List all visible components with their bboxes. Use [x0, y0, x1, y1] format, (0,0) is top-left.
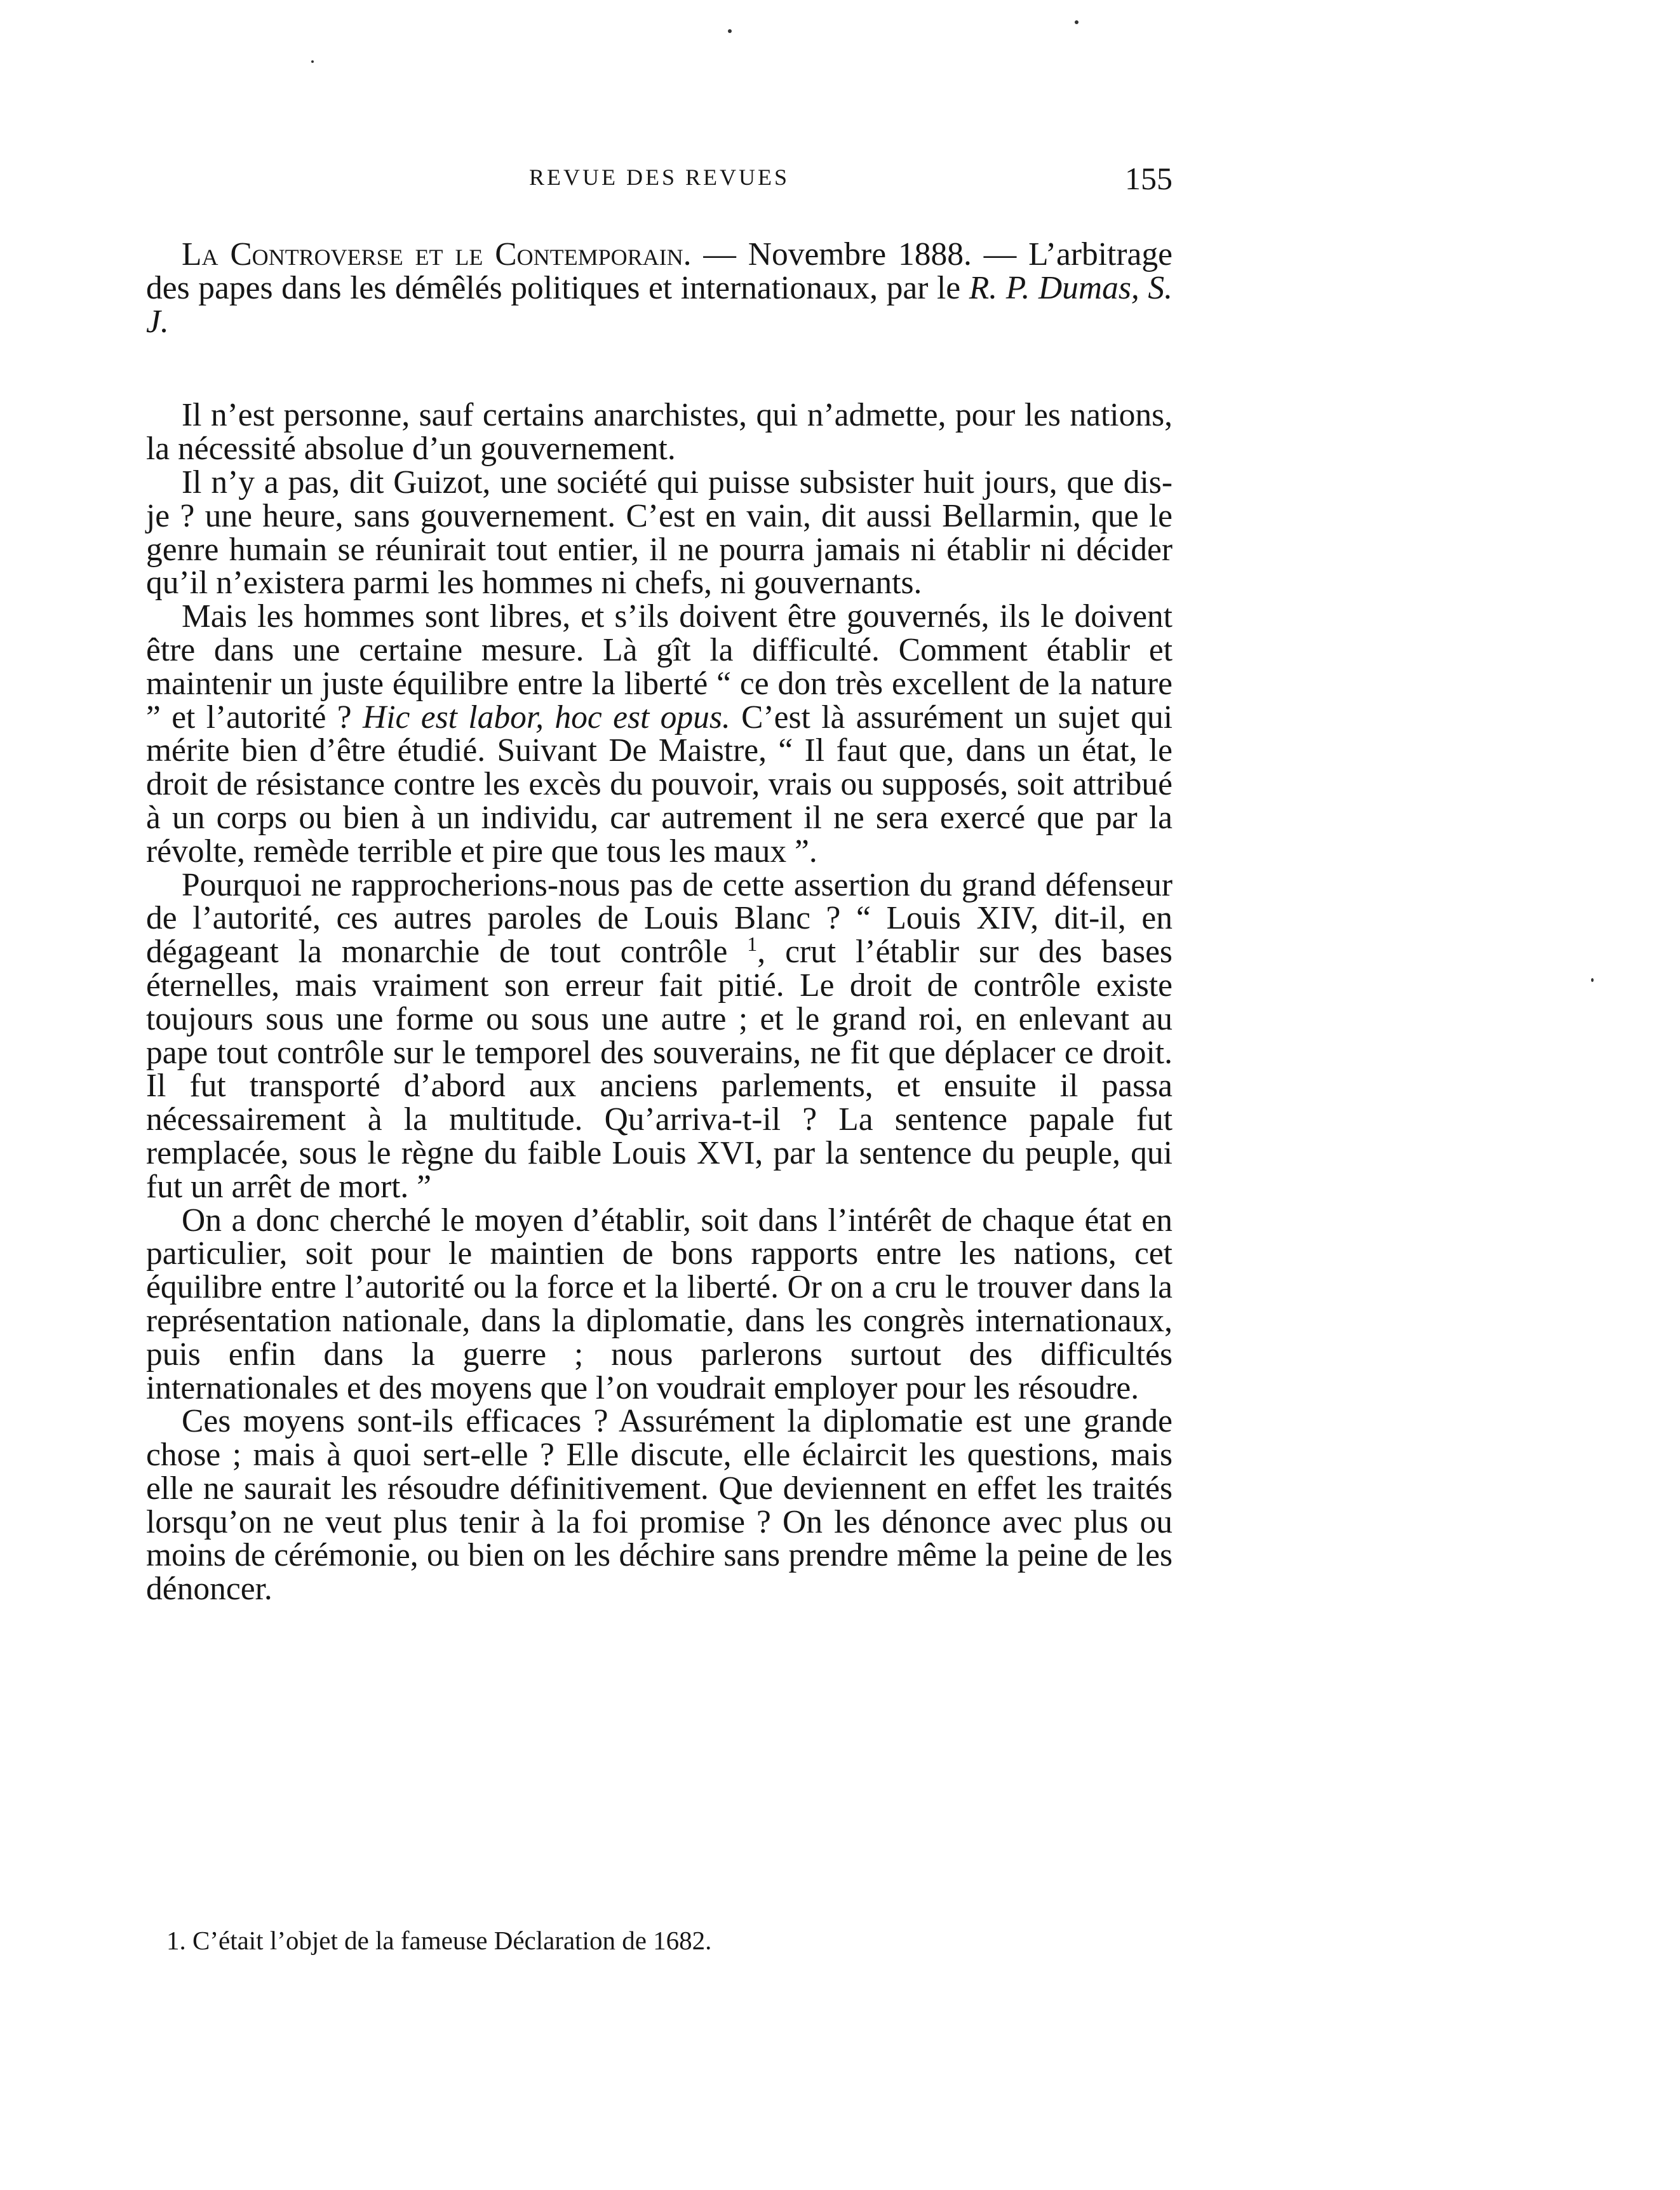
footnote-text: C’était l’objet de la fameuse Déclaration de 1682.	[185, 1926, 712, 1955]
paragraph: On a donc cherché le moyen d’établir, soit dans l’intérêt de chaque état en particulier, soit pour le maintien de bons rapports entre les nations, cet équilibre entre l’autorité ou la force et la liberté. Or on a cru le trouver dans la représentation nationale, dans la diplomatie, dans les congrès internationaux, puis enfin dans la guerre ; nous parlerons surtout des difficultés internationales et des moyens que l’on voudrait employer pour les résoudre.	[146, 1202, 1173, 1406]
scan-speck	[728, 29, 732, 33]
footnote-mark: 1	[747, 932, 758, 955]
journal-title: La Controverse et le Contemporain.	[182, 236, 692, 272]
scan-speck	[311, 60, 314, 63]
footnote-number: 1.	[166, 1926, 186, 1955]
paragraph: Ces moyens sont-ils efficaces ? Assurément la diplomatie est une grande chose ; mais à quoi sert-elle ? Elle discute, elle éclaircit les questions, mais elle ne saurait les résoudre définitivement. Que deviennent en effet les traités lorsqu’on ne veut plus tenir à la foi promise ? On les dénonce avec plus ou moins de cérémonie, ou bien on les déchire sans prendre même la peine de les dénoncer.	[146, 1403, 1173, 1608]
paragraph-text: Pourquoi ne rapprocherions-nous pas de cette assertion du grand défenseur de l’autorité, ces autres paroles de Louis Blanc ? “ Louis XIV, dit-il, en dégageant la monarchie de tout contrôle	[146, 866, 1173, 971]
article-title: L’arbitrage des papes dans les démêlés politiques et internationaux, par le	[146, 236, 1173, 306]
running-head	[146, 160, 1173, 198]
paragraph: Il n’est personne, sauf certains anarchistes, qui n’admette, pour les nations, la nécessité absolue d’un gouvernement.	[146, 397, 1173, 467]
page-number: 155	[1125, 161, 1173, 196]
footnote	[166, 1925, 1173, 1956]
scan-speck	[1591, 978, 1594, 982]
article-body	[146, 238, 1173, 1606]
paragraph	[146, 600, 1173, 868]
paragraph-text: Mais les hommes sont libres, et s’ils doivent être gouvernés, ils le doivent être dans une certaine mesure. Là gît la difficulté. Comment établir et maintenir un juste équilibre entre la liberté “ ce don très excellent de la nature ” et l’autorité ?	[146, 598, 1173, 736]
running-title: REVUE DES REVUES	[528, 165, 790, 190]
issue-date: — Novembre 1888. —	[691, 236, 1029, 272]
article-author: R. P. Dumas, S. J.	[146, 269, 1173, 340]
paragraph-text: , crut l’établir sur des bases éternelles, mais vraiment son erreur fait pitié. Le droit de contrôle existe toujours sous une forme ou sous une autre ; et le grand roi, en enlevant au pape tout contrôle sur le temporel des souverains, ne fit que déplacer ce droit. Il fut transporté d’abord aux anciens parlements, et ensuite il passa nécessairement à la multitude. Qu’arriva-t-il ? La sentence papale fut remplacée, sous le règne du faible Louis XVI, par la sentence du peuple, qui fut un arrêt de mort. ”	[146, 934, 1173, 1205]
paragraph	[146, 866, 1173, 1205]
scan-speck	[1075, 20, 1079, 24]
paragraph-text: C’est là assurément un sujet qui mérite bien d’être étudié. Suivant De Maistre, “ Il faut que, dans un état, le droit de résistance contre les excès du pouvoir, vrais ou supposés, soit attribué à un corps ou bien à un individu, car autrement il ne sera exercé que par la révolte, remède terrible et pire que tous les maux ”.	[146, 699, 1173, 870]
source-heading	[146, 238, 1173, 339]
latin-quote: Hic est labor, hoc est opus.	[363, 699, 730, 736]
paragraph: Il n’y a pas, dit Guizot, une société qui puisse subsister huit jours, que dis-je ? une heure, sans gouvernement. C’est en vain, dit aussi Bellarmin, que le genre humain se réunirait tout entier, il ne pourra jamais ni établir ni décider qu’il n’existera parmi les hommes ni chefs, ni gouvernants.	[146, 464, 1173, 601]
